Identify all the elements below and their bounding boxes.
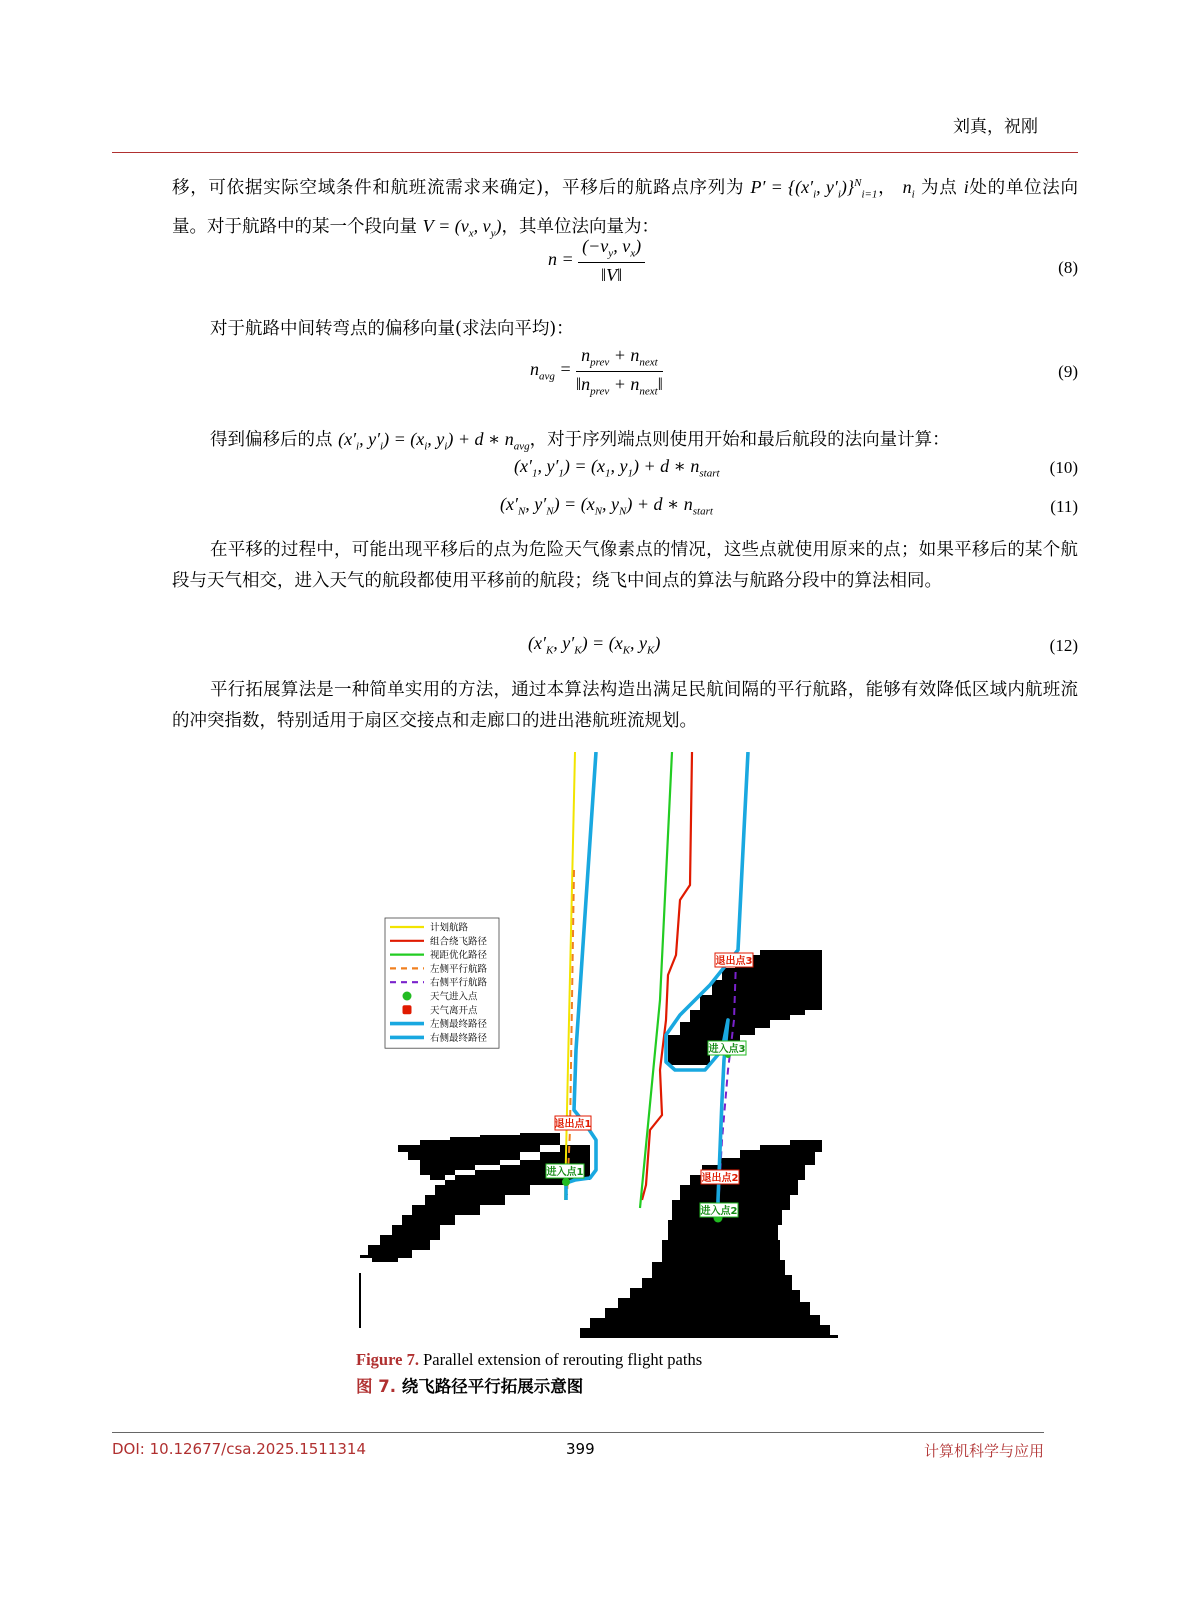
equation-9: $n_{avg}$ = $\frac{n_{prev} + n_{next}}{‖n_{prev} + n_{next}‖}$ <box>530 345 663 398</box>
footer-doi[interactable]: DOI: 10.12677/csa.2025.1511314 <box>112 1440 366 1458</box>
label-exit-2-text: 退出点2 <box>701 1173 739 1184</box>
figure-caption-zh-text: 绕飞路径平行拓展示意图 <box>396 1377 584 1396</box>
combined-reroute-path <box>642 752 692 1200</box>
equation-8: n = $\frac{(-v_y, v_x)}{‖V‖}$ <box>548 236 645 286</box>
label-entry-2-text: 进入点2 <box>700 1206 738 1217</box>
paragraph-2: 对于航路中间转弯点的偏移向量(求法向平均)： <box>210 319 574 339</box>
footer-rule <box>112 1432 1044 1433</box>
legend-label-8: 右侧最终路径 <box>430 1032 488 1044</box>
label-exit-point-1 <box>555 1116 592 1130</box>
figure-caption-zh-label: 图 7. <box>356 1377 396 1396</box>
paragraph-1: 移，可依据实际空域条件和航班流需求来确定)，平移后的航路点序列为 $P' = \{(x'_i$, $y'_i)\}^N_{i=1}$， $n_i$ 为点 i处的单位法向量。对于航路中的某一个段向量 $V = (v_x$, $v_y$)，其单位法向量为： <box>172 177 1079 240</box>
equation-9-number: (9) <box>1058 362 1078 381</box>
figure-caption-zh <box>356 1373 583 1397</box>
paragraph-3-part-b: ，对于序列端点则使用开始和最后航段的法向量计算： <box>529 430 950 450</box>
paragraph-1-part-d: ，其单位法向量为： <box>501 216 659 237</box>
legend-label-2: 视距优化路径 <box>430 950 488 962</box>
paragraph-1-part-b: 为点 <box>920 178 958 198</box>
label-exit-1-text: 退出点1 <box>554 1119 592 1130</box>
paragraph-5: 平行拓展算法是一种简单实用的方法，通过本算法构造出满足民航间隔的平行航路，能够有效降低区域内航班流的冲突指数，特别适用于扇区交接点和走廊口的进出港航班流规划。 <box>172 680 1078 731</box>
paragraph-3-part-a: 得到偏移后的点 <box>210 430 333 450</box>
legend-symbol-6 <box>403 1005 412 1014</box>
footer-page-number: 399 <box>566 1440 595 1458</box>
label-exit-3-text: 退出点3 <box>715 956 753 967</box>
paragraph-4: 在平移的过程中，可能出现平移后的点为危险天气像素点的情况，这些点就使用原来的点；如果平移后的某个航段与天气相交，进入天气的航段都使用平移前的航段；绕飞中间点的算法与航路分段中的算法相同。 <box>172 540 1078 591</box>
equation-inline-i: i <box>963 177 969 197</box>
figure-7-reroute-diagram <box>355 752 845 1342</box>
figure-caption-en-label: Figure 7. <box>356 1350 419 1369</box>
legend-label-1: 组合绕飞路径 <box>430 936 488 948</box>
equation-8-number: (8) <box>1058 258 1078 277</box>
label-exit-point-3 <box>715 953 753 967</box>
legend-label-7: 左侧最终路径 <box>430 1019 488 1031</box>
equation-10: ($x'_1$, $y'_1) = (x_1$, $y_1) + d$ ∗ $n_{start}$ <box>514 456 720 480</box>
planned-route <box>565 752 575 1200</box>
equation-inline-offset: ($x'_i$, $y'_i) = (x_i$, $y_i) + d$ ∗ $n_{avg}$ <box>338 429 530 453</box>
equation-11: ($x'_N$, $y'_N) = (x_N$, $y_N) + d$ ∗ $n_{start}$ <box>500 494 713 518</box>
paragraph-1-part-a: 移，可依据实际空域条件和航班流需求来确定)，平移后的航路点序列为 <box>172 178 745 198</box>
running-header-authors: 刘真，祝刚 <box>953 117 1038 137</box>
header-rule <box>112 152 1078 153</box>
equation-12-number: (12) <box>1049 636 1078 655</box>
equation-inline-ni: $n_i$ <box>902 177 915 201</box>
footer-journal-name: 计算机科学与应用 <box>923 1442 1044 1460</box>
equation-10-number: (10) <box>1049 458 1078 477</box>
paragraph-1-part-c: 处的单位法向量。对于航路中的某一个段向量 <box>172 178 1079 237</box>
figure-legend <box>385 918 499 1048</box>
legend-label-4: 右侧平行航路 <box>430 977 488 989</box>
equation-inline-P: $P' = \{(x'_i$, $y'_i)\}^N_{i=1}$ <box>750 177 878 201</box>
legend-label-3: 左侧平行航路 <box>430 963 488 975</box>
equation-inline-V: $V = (v_x$, $v_y$) <box>422 215 502 240</box>
label-entry-point-3 <box>708 1041 746 1055</box>
equation-11-number: (11) <box>1050 497 1078 516</box>
legend-label-5: 天气进入点 <box>430 991 478 1003</box>
figure-caption-en-text: Parallel extension of rerouting flight paths <box>418 1350 703 1369</box>
equation-12: ($x'_K$, $y'_K) = (x_K$, $y_K$) <box>528 633 661 657</box>
legend-label-0: 计划航路 <box>430 922 469 934</box>
label-entry-1-text: 进入点1 <box>546 1167 584 1178</box>
legend-symbol-5 <box>403 992 412 1001</box>
label-entry-point-1 <box>546 1164 584 1178</box>
legend-label-6: 天气离开点 <box>430 1005 478 1017</box>
label-entry-3-text: 进入点3 <box>708 1044 746 1055</box>
entry-point-1-marker <box>562 1178 570 1186</box>
label-entry-point-2 <box>700 1203 738 1217</box>
label-exit-point-2 <box>701 1170 739 1184</box>
figure-caption-en <box>356 1350 702 1370</box>
